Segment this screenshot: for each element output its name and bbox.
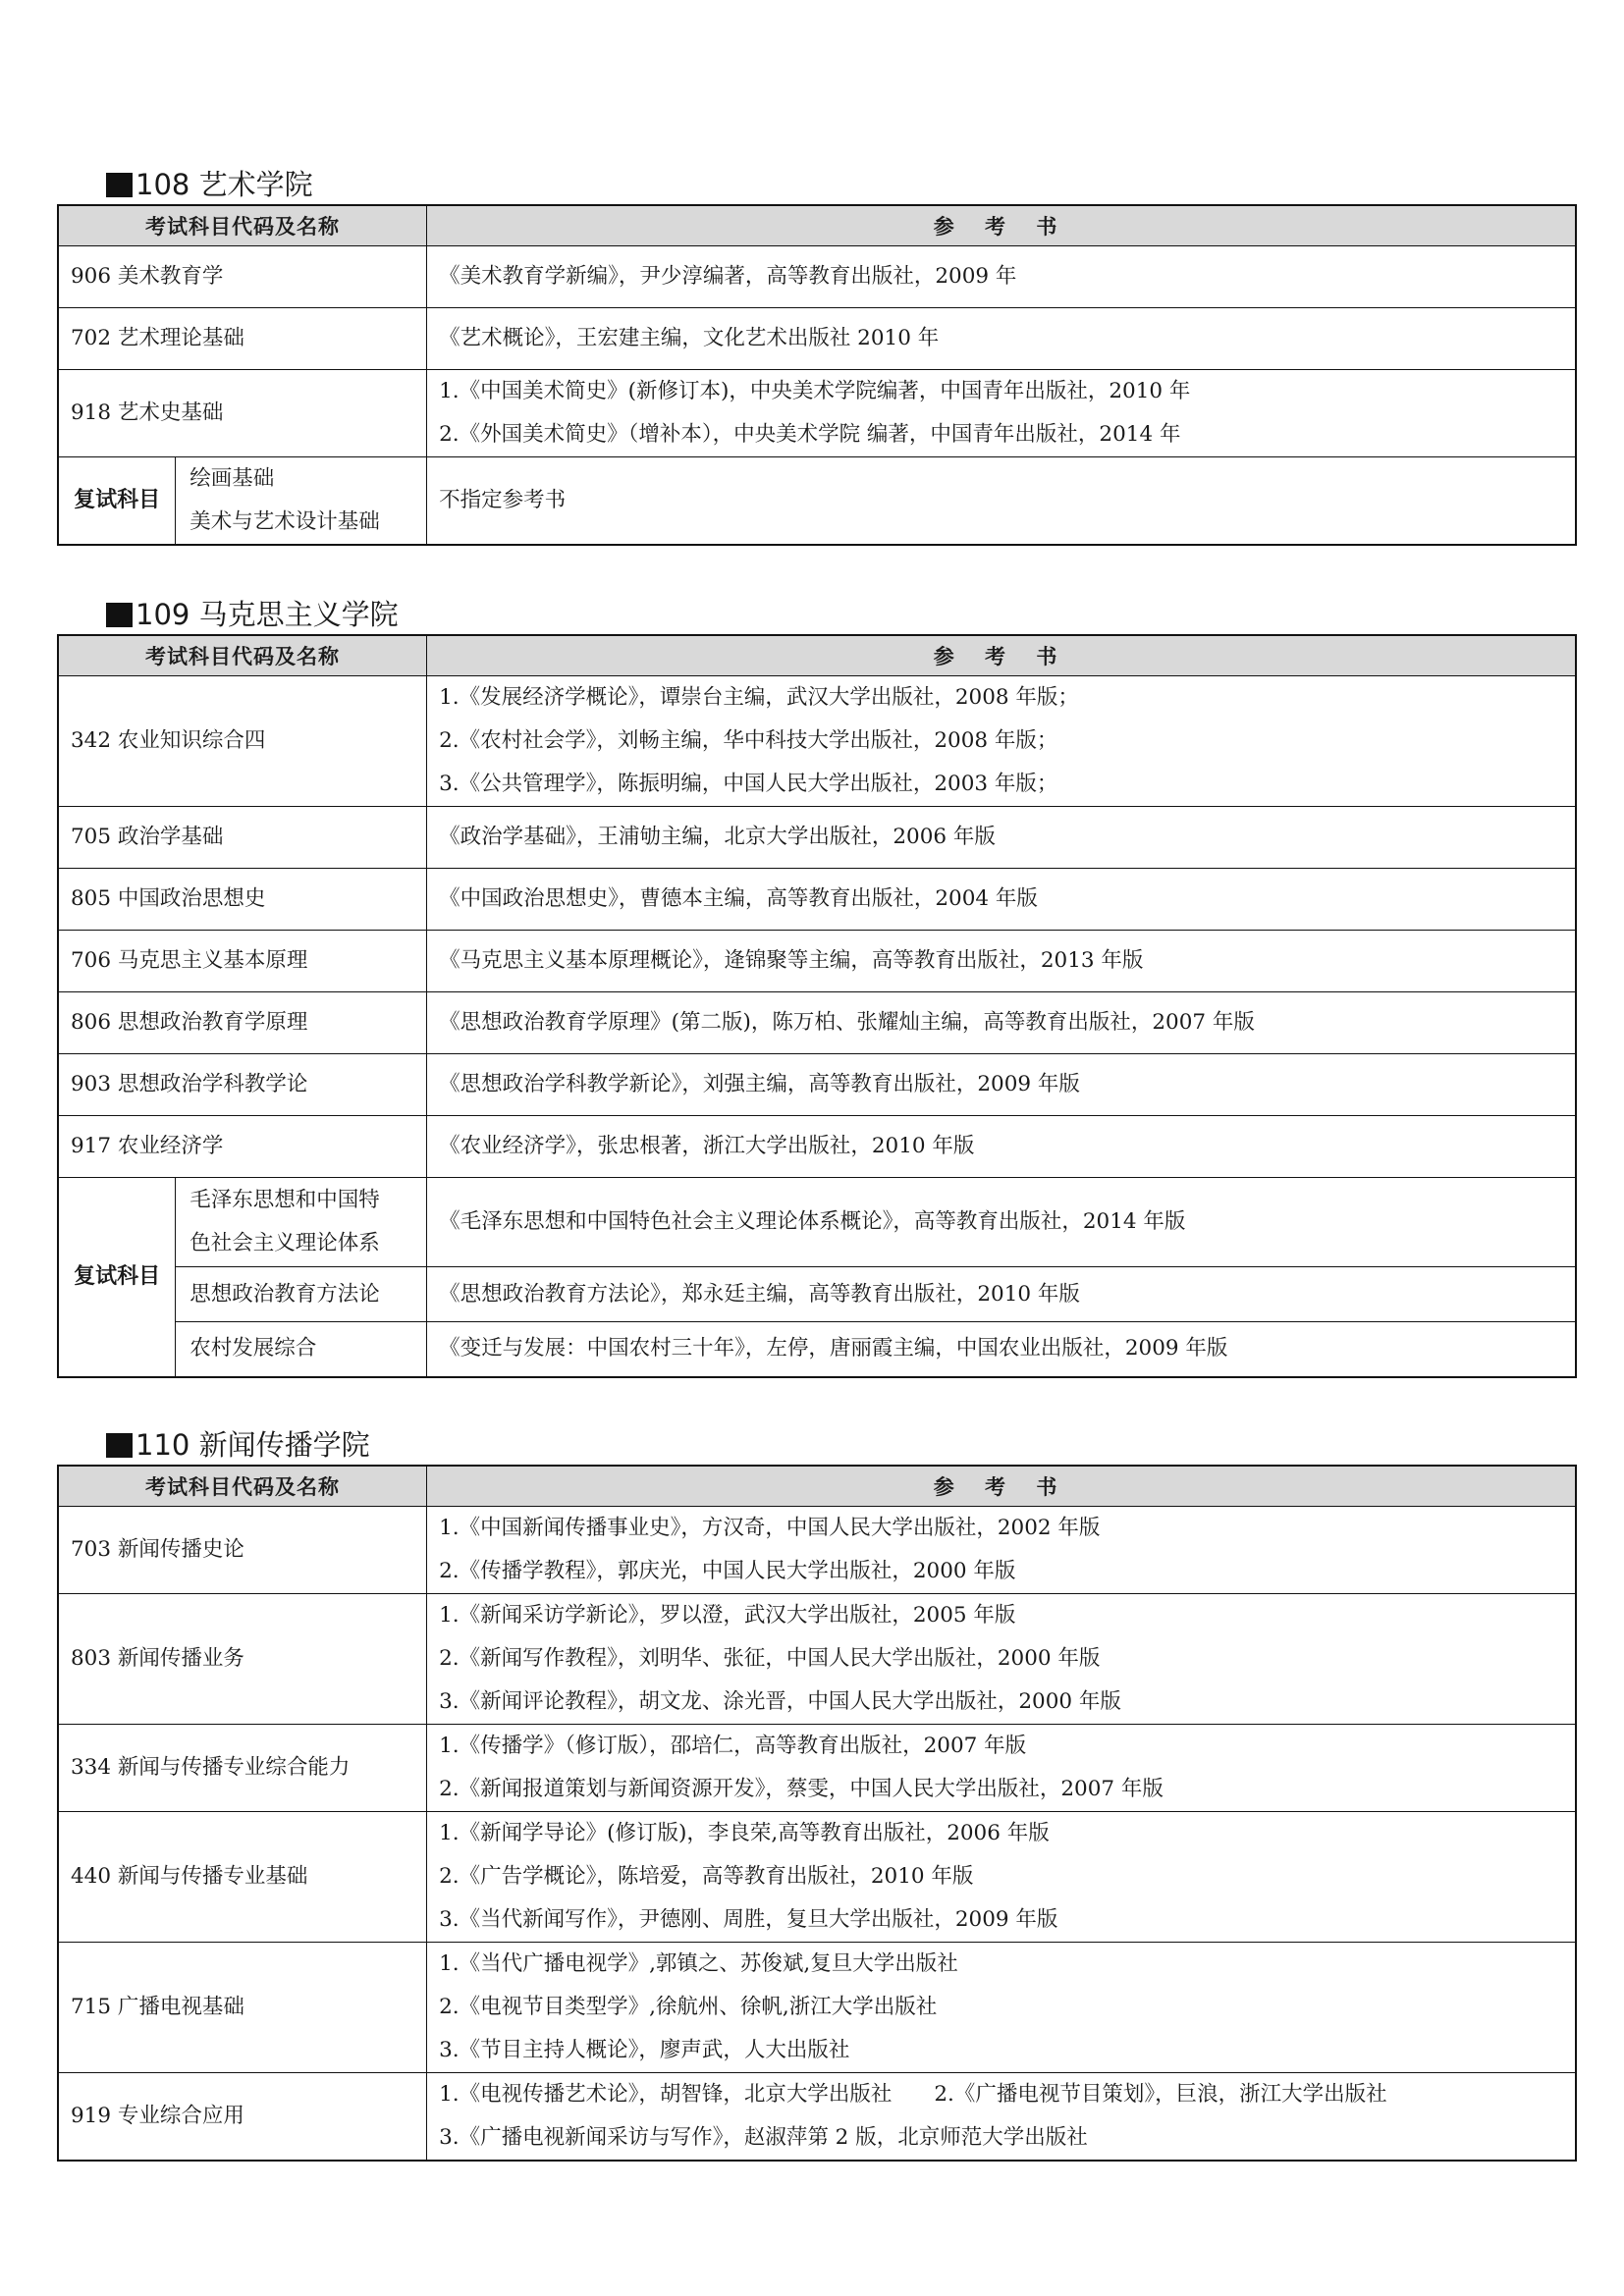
retest-label: 复试科目 [58, 1178, 176, 1377]
retest-label: 复试科目 [58, 457, 176, 546]
subject-cell: 806 思想政治教育学原理 [58, 992, 427, 1054]
section-title-text: 110 新闻传播学院 [135, 1428, 370, 1462]
reference-line: 2.《外国美术简史》（增补本），中央美术学院 编著，中国青年出版社，2014 年 [439, 422, 1181, 447]
section-title [57, 595, 1577, 634]
retest-subject-cell [176, 1267, 427, 1322]
subject-cell: 706 马克思主义基本原理 [58, 931, 427, 992]
header-reference: 参 考 书 [427, 1466, 1576, 1507]
black-square-icon [106, 603, 133, 627]
table-row [58, 1725, 1576, 1812]
reference-table [57, 634, 1577, 1378]
retest-row [58, 1322, 1576, 1377]
reference-cell [427, 807, 1576, 869]
reference-cell [427, 2073, 1576, 2162]
subject-cell: 702 艺术理论基础 [58, 308, 427, 370]
reference-line: 《思想政治教育方法论》，郑永廷主编，高等教育出版社，2010 年版 [439, 1281, 1080, 1307]
subject-cell: 334 新闻与传播专业综合能力 [58, 1725, 427, 1812]
table-row [58, 1594, 1576, 1725]
reference-cell [427, 1507, 1576, 1594]
reference-line: 2.《广告学概论》，陈培爱，高等教育出版社，2010 年版 [439, 1864, 974, 1889]
reference-line: 2.《新闻写作教程》，刘明华、张征，中国人民大学出版社，2000 年版 [439, 1646, 1101, 1671]
reference-line: 1.《传播学》（修订版），邵培仁，高等教育出版社，2007 年版 [439, 1734, 1027, 1758]
table-row [58, 1507, 1576, 1594]
subject-cell: 342 农业知识综合四 [58, 676, 427, 807]
table-row [58, 1812, 1576, 1943]
reference-cell [427, 1054, 1576, 1116]
reference-line: 《毛泽东思想和中国特色社会主义理论体系概论》，高等教育出版社，2014 年版 [439, 1209, 1186, 1234]
reference-line: 《变迁与发展：中国农村三十年》，左停，唐丽霞主编，中国农业出版社，2009 年版 [439, 1336, 1228, 1362]
retest-subject-cell [176, 1322, 427, 1377]
reference-line: 1.《新闻学导论》(修订版)，李良荣,高等教育出版社，2006 年版 [439, 1821, 1050, 1845]
table-row [58, 246, 1576, 308]
subject-cell: 440 新闻与传播专业基础 [58, 1812, 427, 1943]
section-title-text: 109 马克思主义学院 [135, 598, 399, 631]
reference-cell [427, 308, 1576, 370]
reference-line: 3.《新闻评论教程》，胡文龙、涂光晋，中国人民大学出版社，2000 年版 [439, 1689, 1121, 1714]
reference-line: 《美术教育学新编》，尹少淳编著，高等教育出版社，2009 年 [439, 264, 1017, 289]
table-header-row [58, 1466, 1576, 1507]
subject-cell: 803 新闻传播业务 [58, 1594, 427, 1725]
section-title-text: 108 艺术学院 [135, 168, 313, 201]
reference-line: 《政治学基础》，王浦劬主编，北京大学出版社，2006 年版 [439, 825, 996, 849]
retest-row [58, 1267, 1576, 1322]
reference-line: 《思想政治教育学原理》(第二版)，陈万柏、张耀灿主编，高等教育出版社，2007 年版 [439, 1010, 1255, 1035]
retest-subject: 绘画基础 [189, 466, 275, 491]
subject-cell: 805 中国政治思想史 [58, 869, 427, 931]
table-row [58, 1943, 1576, 2073]
reference-line: 3.《当代新闻写作》，尹德刚、周胜，复旦大学出版社，2009 年版 [439, 1907, 1058, 1932]
reference-cell [427, 1322, 1576, 1377]
retest-subject-cell [176, 1178, 427, 1267]
header-subject: 考试科目代码及名称 [58, 1466, 427, 1507]
reference-line: 《艺术概论》，王宏建主编，文化艺术出版社 2010 年 [439, 326, 940, 350]
reference-line: 《马克思主义基本原理概论》，逄锦聚等主编，高等教育出版社，2013 年版 [439, 948, 1144, 973]
header-subject: 考试科目代码及名称 [58, 635, 427, 676]
reference-line: 3.《节目主持人概论》，廖声武，人大出版社 [439, 2038, 850, 2062]
reference-cell [427, 1178, 1576, 1267]
table-row [58, 370, 1576, 457]
header-subject: 考试科目代码及名称 [58, 205, 427, 246]
section-title [57, 1425, 1577, 1465]
reference-line: 2.《农村社会学》，刘畅主编，华中科技大学出版社，2008 年版； [439, 728, 1058, 753]
reference-table [57, 1465, 1577, 2162]
reference-cell [427, 1594, 1576, 1725]
retest-row [58, 457, 1576, 546]
retest-subject-line: 毛泽东思想和中国特 [189, 1188, 380, 1212]
retest-subject-line: 思想政治教育方法论 [189, 1281, 380, 1307]
section-108 [57, 165, 1577, 546]
reference-line: 《农业经济学》，张忠根著，浙江大学出版社，2010 年版 [439, 1134, 975, 1158]
reference-line: 1.《新闻采访学新论》，罗以澄，武汉大学出版社，2005 年版 [439, 1603, 1016, 1628]
reference-cell [427, 1116, 1576, 1178]
reference-cell [427, 246, 1576, 308]
reference-line: 1.《电视传播艺术论》，胡智锋，北京大学出版社 2.《广播电视节目策划》，巨浪，浙江大学出版社 [439, 2082, 1387, 2107]
section-110 [57, 1425, 1577, 2162]
reference-line: 2.《新闻报道策划与新闻资源开发》，蔡雯，中国人民大学出版社，2007 年版 [439, 1777, 1164, 1801]
section-title [57, 165, 1577, 204]
table-row [58, 2073, 1576, 2162]
reference-cell [427, 370, 1576, 457]
reference-line: 2.《电视节目类型学》,徐航州、徐帆,浙江大学出版社 [439, 1995, 938, 2019]
reference-line: 1.《当代广播电视学》,郭镇之、苏俊斌,复旦大学出版社 [439, 1951, 958, 1976]
reference-line: 不指定参考书 [439, 488, 567, 512]
table-row [58, 931, 1576, 992]
table-row [58, 807, 1576, 869]
reference-cell [427, 931, 1576, 992]
subject-cell: 919 专业综合应用 [58, 2073, 427, 2162]
retest-row [58, 1178, 1576, 1267]
reference-cell [427, 992, 1576, 1054]
table-header-row [58, 205, 1576, 246]
reference-line: 2.《传播学教程》，郭庆光，中国人民大学出版社，2000 年版 [439, 1559, 1016, 1583]
reference-cell [427, 1812, 1576, 1943]
reference-cell [427, 1725, 1576, 1812]
subject-cell: 703 新闻传播史论 [58, 1507, 427, 1594]
subject-cell: 906 美术教育学 [58, 246, 427, 308]
reference-table [57, 204, 1577, 546]
reference-line: 1.《中国美术简史》(新修订本)，中央美术学院编著，中国青年出版社，2010 年 [439, 379, 1191, 403]
section-109 [57, 595, 1577, 1378]
table-row [58, 676, 1576, 807]
retest-subject-line: 色社会主义理论体系 [189, 1231, 380, 1255]
table-row [58, 1054, 1576, 1116]
reference-cell [427, 1267, 1576, 1322]
header-reference: 参 考 书 [427, 205, 1576, 246]
reference-line: 《思想政治学科教学新论》，刘强主编，高等教育出版社，2009 年版 [439, 1072, 1080, 1096]
reference-line: 1.《发展经济学概论》，谭崇台主编，武汉大学出版社，2008 年版； [439, 685, 1079, 710]
table-row [58, 1116, 1576, 1178]
subject-cell: 715 广播电视基础 [58, 1943, 427, 2073]
reference-cell [427, 676, 1576, 807]
retest-subject: 美术与艺术设计基础 [189, 509, 380, 534]
reference-line: 《中国政治思想史》，曹德本主编，高等教育出版社，2004 年版 [439, 886, 1038, 911]
reference-cell [427, 1943, 1576, 2073]
reference-line: 3.《公共管理学》，陈振明编，中国人民大学出版社，2003 年版； [439, 772, 1058, 796]
table-row [58, 992, 1576, 1054]
retest-subjects [176, 457, 427, 546]
reference-cell [427, 869, 1576, 931]
reference-cell [427, 457, 1576, 546]
black-square-icon [106, 173, 133, 197]
table-row [58, 869, 1576, 931]
retest-subject-line: 农村发展综合 [189, 1336, 317, 1362]
subject-cell: 705 政治学基础 [58, 807, 427, 869]
table-row [58, 308, 1576, 370]
table-header-row [58, 635, 1576, 676]
black-square-icon [106, 1433, 133, 1458]
subject-cell: 917 农业经济学 [58, 1116, 427, 1178]
header-reference: 参 考 书 [427, 635, 1576, 676]
reference-line: 1.《中国新闻传播事业史》，方汉奇，中国人民大学出版社，2002 年版 [439, 1516, 1101, 1540]
subject-cell: 918 艺术史基础 [58, 370, 427, 457]
reference-line: 3.《广播电视新闻采访与写作》，赵淑萍第 2 版，北京师范大学出版社 [439, 2125, 1088, 2150]
subject-cell: 903 思想政治学科教学论 [58, 1054, 427, 1116]
